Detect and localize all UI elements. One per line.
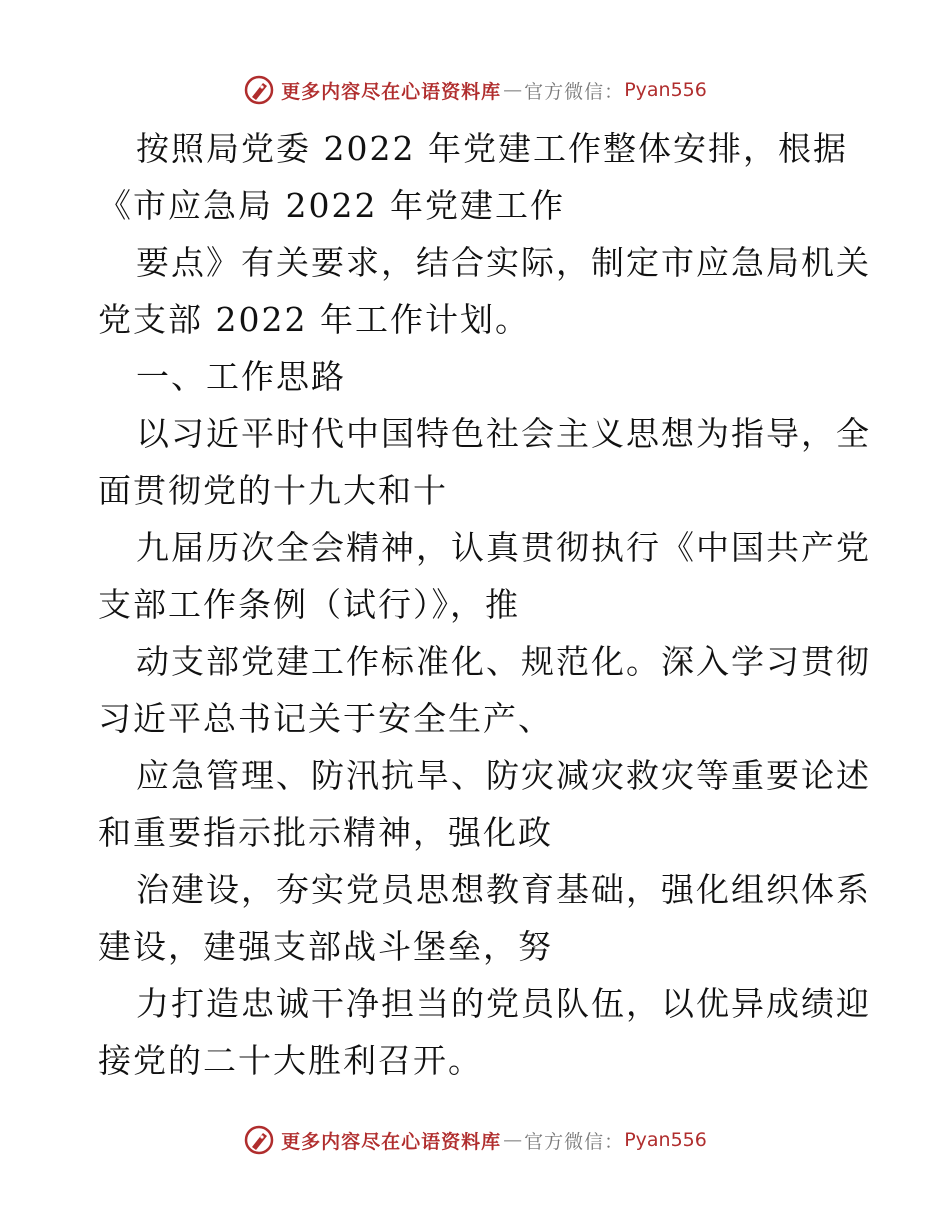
pen-nib-logo-icon (243, 1124, 275, 1156)
watermark-wechat-id: Pyan556 (624, 79, 707, 101)
watermark-separator: — (503, 79, 523, 101)
body-line: 以习近平时代中国特色社会主义思想为指导，全 (136, 414, 871, 453)
body-line: 和重要指示批示精神，强化政 (98, 813, 553, 852)
body-line: 力打造忠诚干净担当的党员队伍，以优异成绩迎 (136, 984, 871, 1023)
watermark-site-text: 更多内容尽在心语资料库 (281, 80, 502, 103)
watermark-official-text: 官方微信： (524, 1130, 625, 1153)
watermark-official-text: 官方微信： (524, 80, 625, 103)
watermark-site-text: 更多内容尽在心语资料库 (281, 1130, 502, 1153)
body-line: 要点》有关要求，结合实际，制定市应急局机关 (136, 243, 871, 282)
body-line: 支部工作条例（试行）》，推 (98, 585, 520, 624)
header-watermark (0, 70, 950, 110)
pen-nib-logo-icon (243, 74, 275, 106)
body-line: 按照局党委 2022 年党建工作整体安排，根据 (136, 129, 848, 168)
body-line: 《市应急局 2022 年党建工作 (98, 186, 565, 225)
watermark-wechat-id: Pyan556 (624, 1129, 707, 1151)
body-line: 九届历次全会精神，认真贯彻执行《中国共产党 (136, 528, 871, 567)
body-line: 接党的二十大胜利召开。 (98, 1041, 483, 1080)
body-line: 治建设，夯实党员思想教育基础，强化组织体系 (136, 870, 871, 909)
body-line: 党支部 2022 年工作计划。 (98, 300, 530, 339)
watermark-separator: — (503, 1129, 523, 1151)
document-body (98, 120, 871, 1089)
body-line: 动支部党建工作标准化、规范化。深入学习贯彻 (136, 642, 871, 681)
section-heading: 一、工作思路 (136, 357, 346, 396)
body-line: 应急管理、防汛抗旱、防灾减灾救灾等重要论述 (136, 756, 871, 795)
body-line: 习近平总书记关于安全生产、 (98, 699, 553, 738)
footer-watermark (0, 1120, 950, 1160)
body-line: 建设，建强支部战斗堡垒，努 (98, 927, 553, 966)
body-line: 面贯彻党的十九大和十 (98, 471, 448, 510)
